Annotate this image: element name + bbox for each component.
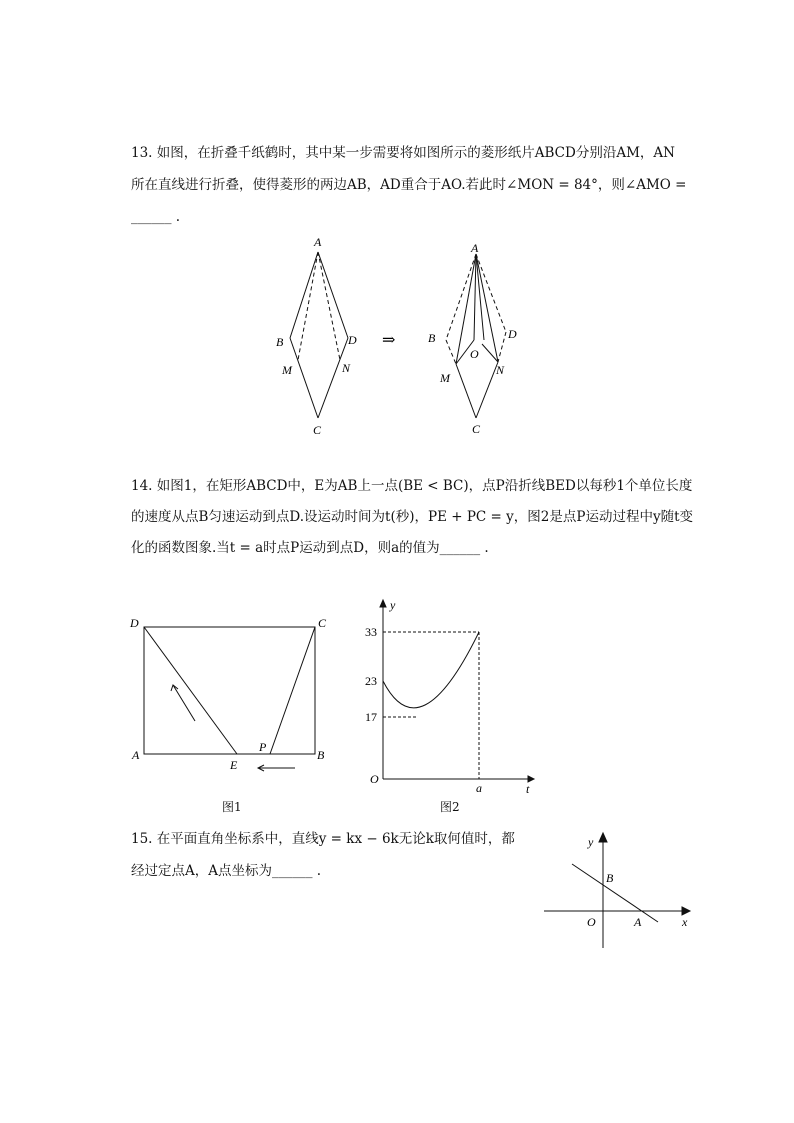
tick-23: 23 — [365, 674, 377, 688]
label-b: B — [317, 748, 325, 762]
tick-17: 17 — [365, 710, 377, 724]
rhombus-left — [290, 252, 348, 418]
axis-label-t: t — [526, 782, 530, 796]
segment-ed — [144, 627, 237, 754]
implies-arrow: ⇒ — [382, 332, 396, 349]
label-c-right: C — [472, 422, 481, 436]
motion-arrow-up — [173, 685, 195, 721]
label-d-right: D — [508, 327, 517, 341]
label-a-left: A — [314, 235, 322, 249]
label-c-left: C — [313, 423, 322, 437]
label-n-left: N — [342, 361, 351, 375]
label-a: A — [634, 915, 642, 929]
label-o-right: O — [470, 347, 479, 361]
label-x: x — [682, 915, 688, 929]
label-c: C — [318, 616, 327, 630]
q14-line-3: 化的函数图象.当t = a时点P运动到点D，则a的值为______ . — [131, 540, 489, 556]
label-m-right: M — [440, 371, 450, 385]
label-b: B — [606, 871, 614, 885]
q13-line-3: ______ . — [131, 209, 181, 225]
axis-label-y: y — [390, 598, 396, 612]
label-b-right: B — [428, 331, 436, 345]
q14-figure-1 — [125, 605, 330, 785]
label-m-left: M — [282, 363, 292, 377]
label-p: P — [259, 740, 267, 754]
q14-line-1: 14. 如图1，在矩形ABCD中，E为AB上一点(BE < BC)，点P沿折线BED以每秒1个单位长度 — [131, 478, 693, 494]
label-a-right: A — [471, 241, 479, 255]
label-origin: O — [587, 915, 596, 929]
label-d-left: D — [348, 333, 357, 347]
rectangle-abcd — [144, 627, 315, 771]
q15-figure — [540, 830, 700, 955]
label-e: E — [230, 758, 238, 772]
q13-line-2: 所在直线进行折叠，使得菱形的两边AB，AD重合于AO.若此时∠MON = 84°，则∠AMO = — [131, 177, 687, 193]
figure-2-caption: 图2 — [440, 800, 460, 814]
q15-line-2: 经过定点A，A点坐标为______ . — [131, 863, 322, 879]
label-y: y — [588, 835, 594, 849]
segment-pc — [270, 627, 315, 754]
label-d: D — [130, 616, 139, 630]
q13-figure — [260, 232, 540, 442]
line-kx-6k — [572, 864, 658, 922]
tick-33: 33 — [365, 625, 377, 639]
curve-y-vs-t — [383, 632, 479, 708]
q14-line-2: 的速度从点B匀速运动到点D.设运动时间为t(秒)，PE + PC = y，图2是点P运动过程中y随t变 — [131, 509, 694, 525]
origin-label: O — [370, 772, 379, 786]
q15-line-1: 15. 在平面直角坐标系中，直线y = kx − 6k无论k取何值时，都 — [131, 831, 515, 847]
label-n-right: N — [496, 363, 505, 377]
q13-line-1: 13. 如图，在折叠千纸鹤时，其中某一步需要将如图所示的菱形纸片ABCD分别沿AM，AN — [131, 145, 675, 161]
figure-1-caption: 图1 — [222, 800, 242, 814]
tick-a: a — [476, 781, 482, 795]
label-b-left: B — [276, 335, 284, 349]
label-a: A — [132, 748, 140, 762]
folded-figure — [446, 254, 506, 418]
q14-figure-2 — [360, 595, 545, 800]
